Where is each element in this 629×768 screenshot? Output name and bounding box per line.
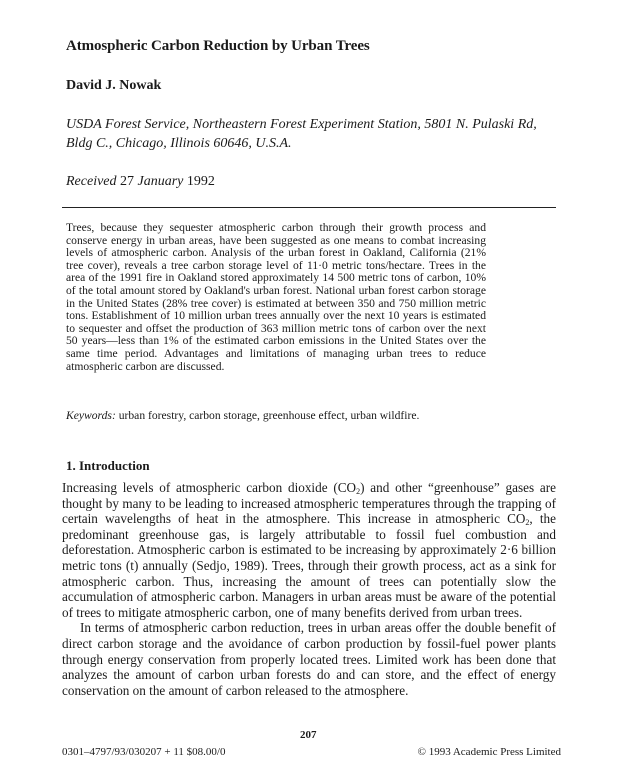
author-affiliation: USDA Forest Service, Northeastern Forest Experiment Station, 5801 N. Pulaski Rd, Bldg C., Chicago, Illinois 60646, U.S.A. xyxy=(66,117,537,151)
paragraph-1-part-a: Increasing levels of atmospheric carbon dioxide (CO xyxy=(62,480,357,495)
introduction-paragraph-2: In terms of atmospheric carbon reduction, trees in urban areas offer the double benefit of direct carbon storage and the avoidance of carbon production by fossil-fuel power plants through energy conservation from properly located trees. Limited work has been done that analyzes the amount of carbon urban forests do and can store, and the effect of energy conservation on the amount of carbon released to the atmosphere. xyxy=(62,620,556,698)
co2-subscript: 2 xyxy=(356,487,361,496)
received-label: Received xyxy=(66,174,117,189)
received-date xyxy=(66,174,215,190)
paragraph-1-part-c: , the predominant greenhouse gas, is largely attributable to fossil fuel combustion and deforestation. Atmospheric carbon is estimated to be increasing by approximately 2·6 billion metric tons (t) annually (Sedjo, 1989). Trees, through their growth process, act as a sink for atmospheric carbon. Thus, increasing the amount of trees can potentially slow the accumulation of atmospheric carbon. Managers in urban areas must be aware of the potential of trees to mitigate atmospheric carbon, one of many benefits derived from urban trees. xyxy=(62,511,556,620)
abstract-text: Trees, because they sequester atmospheric carbon through their growth process and conserve energy in urban areas, have been suggested as one means to combat increasing levels of atmospheric carbon. Analysis of the urban forest in Oakland, California (21% tree cover), reveals a tree carbon storage level of 11·0 metric tons/hectare. Trees in the area of the 1991 fire in Oakland stored approximately 14 500 metric tons of carbon, 10% of the total amount stored by Oakland's urban forest. National urban forest carbon storage in the United States (28% tree cover) is estimated at between 350 and 750 million metric tons. Establishment of 10 million urban trees annually over the next 10 years is estimated to sequester and offset the production of 363 million metric tons of carbon over the next 50 years—less than 1% of the estimated carbon emissions in the United States over the same time period. Advantages and limitations of managing urban trees to reduce atmospheric carbon are discussed. xyxy=(66,221,486,373)
copyright-notice: © 1993 Academic Press Limited xyxy=(417,746,561,758)
received-day: 27 xyxy=(120,174,135,189)
introduction-paragraph-1 xyxy=(62,480,556,620)
paragraph-1-part-b: ) and other “greenhouse” gases are thought by many to be leading to increased atmospheric temperatures through the trapping of certain wavelengths of heat in the atmosphere. This increase in atmospheric CO xyxy=(62,480,557,527)
introduction-body xyxy=(62,480,556,698)
article-code: 0301–4797/93/030207 + 11 $08.00/0 xyxy=(62,746,226,758)
page-number: 207 xyxy=(300,729,317,741)
co2-subscript: 2 xyxy=(525,518,530,528)
header-divider xyxy=(62,207,556,208)
keywords-line xyxy=(66,409,526,422)
received-month: January xyxy=(137,174,184,189)
article-title: Atmospheric Carbon Reduction by Urban Trees xyxy=(66,38,370,54)
keywords-list: urban forestry, carbon storage, greenhouse effect, urban wildfire. xyxy=(118,409,420,422)
keywords-label: Keywords: xyxy=(66,409,116,422)
received-year: 1992 xyxy=(186,174,215,189)
author-name: David J. Nowak xyxy=(66,78,162,93)
section-heading-introduction: 1. Introduction xyxy=(66,458,150,473)
